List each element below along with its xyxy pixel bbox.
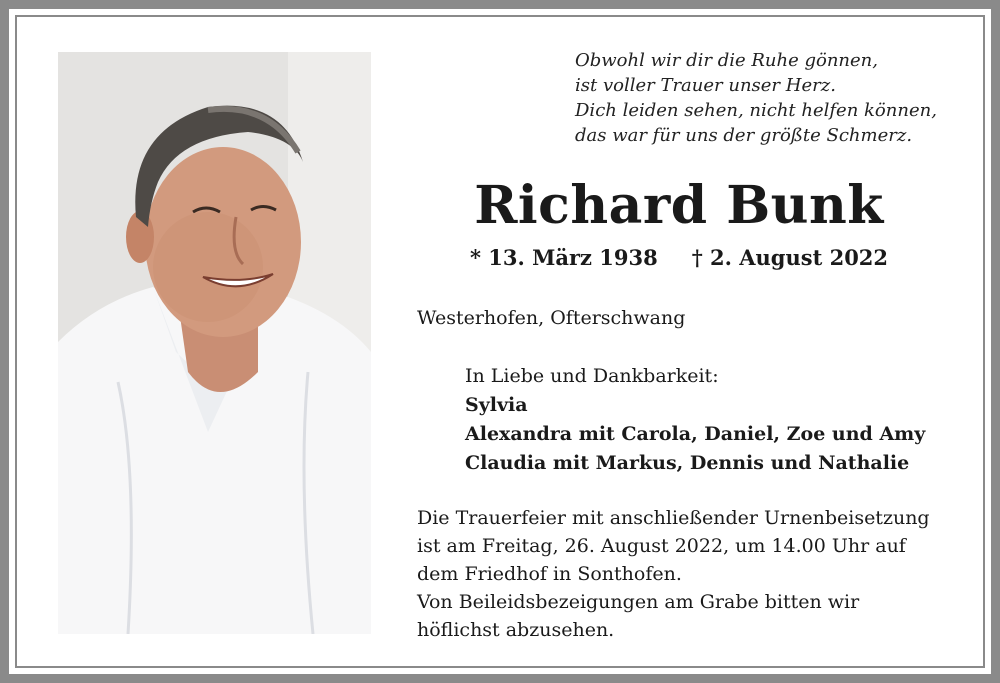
portrait-photo [58, 52, 371, 634]
poem-line: Obwohl wir dir die Ruhe gönnen, [575, 50, 878, 71]
service-line: ist am Freitag, 26. August 2022, um 14.00 Uhr auf [417, 535, 906, 557]
deceased-name: Richard Bunk [474, 175, 884, 236]
service-line: Von Beileidsbezeigungen am Grabe bitten wir [417, 591, 860, 613]
residence: Westerhofen, Ofterschwang [417, 307, 686, 329]
service-line: höflichst abzusehen. [417, 619, 615, 641]
poem-line: Dich leiden sehen, nicht helfen können, [575, 100, 937, 121]
service-notice [417, 504, 957, 644]
mourner-line: Claudia mit Markus, Dennis und Nathalie [465, 452, 910, 474]
mourners-intro: In Liebe und Dankbarkeit: [465, 365, 719, 387]
death-date: † 2. August 2022 [691, 245, 889, 270]
poem-line: das war für uns der größte Schmerz. [575, 125, 913, 146]
mourners-block [465, 362, 925, 478]
poem-line: ist voller Trauer unser Herz. [575, 75, 836, 96]
memorial-poem [575, 48, 975, 148]
mourner-line: Alexandra mit Carola, Daniel, Zoe und Amy [465, 423, 926, 445]
life-dates [420, 243, 938, 273]
service-line: dem Friedhof in Sonthofen. [417, 563, 682, 585]
mourner-line: Sylvia [465, 394, 528, 416]
service-line: Die Trauerfeier mit anschließender Urnenbeisetzung [417, 507, 930, 529]
birth-date: * 13. März 1938 [469, 245, 658, 270]
